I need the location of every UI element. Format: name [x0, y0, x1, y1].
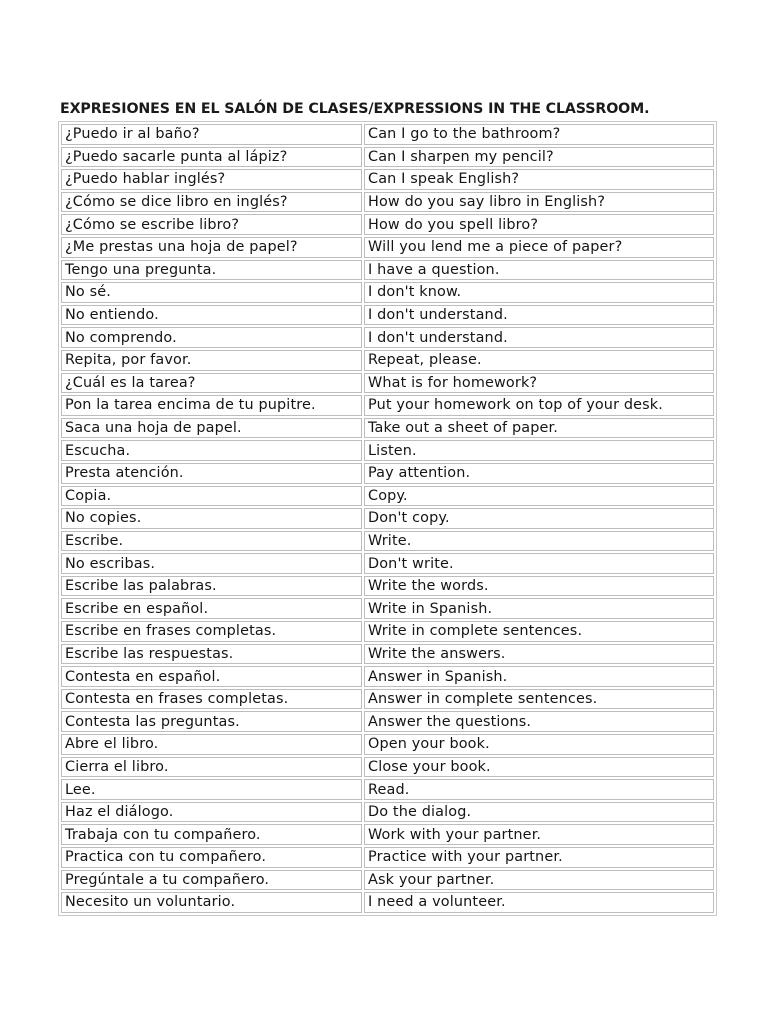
english-phrase-cell: Practice with your partner. — [364, 847, 714, 868]
english-phrase-cell: Put your homework on top of your desk. — [364, 395, 714, 416]
english-phrase-cell: Copy. — [364, 486, 714, 507]
spanish-phrase-cell: Contesta en español. — [61, 666, 362, 687]
english-phrase-cell: Listen. — [364, 440, 714, 461]
table-row — [61, 892, 714, 913]
spanish-phrase-cell: Haz el diálogo. — [61, 802, 362, 823]
table-row — [61, 779, 714, 800]
spanish-phrase-cell: Escribe las palabras. — [61, 576, 362, 597]
english-phrase-cell: Will you lend me a piece of paper? — [364, 237, 714, 258]
spanish-phrase-cell: ¿Me prestas una hoja de papel? — [61, 237, 362, 258]
english-phrase-cell: I have a question. — [364, 260, 714, 281]
english-phrase-cell: Write the answers. — [364, 644, 714, 665]
expressions-table-body — [61, 124, 714, 913]
spanish-phrase-cell: Copia. — [61, 486, 362, 507]
table-row — [61, 282, 714, 303]
table-row — [61, 531, 714, 552]
table-row — [61, 734, 714, 755]
table-row — [61, 486, 714, 507]
spanish-phrase-cell: ¿Cuál es la tarea? — [61, 373, 362, 394]
table-row — [61, 666, 714, 687]
spanish-phrase-cell: Presta atención. — [61, 463, 362, 484]
table-row — [61, 214, 714, 235]
english-phrase-cell: What is for homework? — [364, 373, 714, 394]
table-row — [61, 192, 714, 213]
spanish-phrase-cell: Pregúntale a tu compañero. — [61, 870, 362, 891]
table-row — [61, 373, 714, 394]
table-row — [61, 508, 714, 529]
english-phrase-cell: Open your book. — [364, 734, 714, 755]
spanish-phrase-cell: Escribe en español. — [61, 598, 362, 619]
spanish-phrase-cell: Practica con tu compañero. — [61, 847, 362, 868]
spanish-phrase-cell: ¿Cómo se escribe libro? — [61, 214, 362, 235]
english-phrase-cell: I don't know. — [364, 282, 714, 303]
english-phrase-cell: Work with your partner. — [364, 824, 714, 845]
spanish-phrase-cell: ¿Cómo se dice libro en inglés? — [61, 192, 362, 213]
spanish-phrase-cell: No escribas. — [61, 553, 362, 574]
spanish-phrase-cell: No sé. — [61, 282, 362, 303]
spanish-phrase-cell: Abre el libro. — [61, 734, 362, 755]
spanish-phrase-cell: Lee. — [61, 779, 362, 800]
english-phrase-cell: Do the dialog. — [364, 802, 714, 823]
table-row — [61, 847, 714, 868]
spanish-phrase-cell: No copies. — [61, 508, 362, 529]
table-row — [61, 598, 714, 619]
table-row — [61, 237, 714, 258]
table-row — [61, 147, 714, 168]
english-phrase-cell: Write in Spanish. — [364, 598, 714, 619]
spanish-phrase-cell: Escucha. — [61, 440, 362, 461]
english-phrase-cell: Pay attention. — [364, 463, 714, 484]
table-row — [61, 802, 714, 823]
document-title: EXPRESIONES EN EL SALÓN DE CLASES/EXPRESSIONS IN THE CLASSROOM. — [60, 101, 650, 117]
english-phrase-cell: Answer in complete sentences. — [364, 689, 714, 710]
spanish-phrase-cell: Contesta las preguntas. — [61, 711, 362, 732]
table-row — [61, 418, 714, 439]
spanish-phrase-cell: Necesito un voluntario. — [61, 892, 362, 913]
english-phrase-cell: How do you say libro in English? — [364, 192, 714, 213]
spanish-phrase-cell: Pon la tarea encima de tu pupitre. — [61, 395, 362, 416]
table-row — [61, 169, 714, 190]
spanish-phrase-cell: Escribe en frases completas. — [61, 621, 362, 642]
english-phrase-cell: Read. — [364, 779, 714, 800]
spanish-phrase-cell: Escribe las respuestas. — [61, 644, 362, 665]
table-row — [61, 757, 714, 778]
spanish-phrase-cell: Cierra el libro. — [61, 757, 362, 778]
english-phrase-cell: How do you spell libro? — [364, 214, 714, 235]
spanish-phrase-cell: Contesta en frases completas. — [61, 689, 362, 710]
spanish-phrase-cell: No comprendo. — [61, 327, 362, 348]
table-row — [61, 327, 714, 348]
spanish-phrase-cell: Tengo una pregunta. — [61, 260, 362, 281]
table-row — [61, 305, 714, 326]
english-phrase-cell: Repeat, please. — [364, 350, 714, 371]
english-phrase-cell: Ask your partner. — [364, 870, 714, 891]
table-row — [61, 824, 714, 845]
table-row — [61, 440, 714, 461]
english-phrase-cell: Can I sharpen my pencil? — [364, 147, 714, 168]
spanish-phrase-cell: ¿Puedo ir al baño? — [61, 124, 362, 145]
table-row — [61, 463, 714, 484]
english-phrase-cell: Write the words. — [364, 576, 714, 597]
english-phrase-cell: Write. — [364, 531, 714, 552]
english-phrase-cell: I don't understand. — [364, 327, 714, 348]
table-row — [61, 260, 714, 281]
table-row — [61, 711, 714, 732]
spanish-phrase-cell: No entiendo. — [61, 305, 362, 326]
english-phrase-cell: Don't copy. — [364, 508, 714, 529]
spanish-phrase-cell: Saca una hoja de papel. — [61, 418, 362, 439]
english-phrase-cell: Take out a sheet of paper. — [364, 418, 714, 439]
spanish-phrase-cell: Trabaja con tu compañero. — [61, 824, 362, 845]
spanish-phrase-cell: ¿Puedo sacarle punta al lápiz? — [61, 147, 362, 168]
table-row — [61, 644, 714, 665]
english-phrase-cell: Close your book. — [364, 757, 714, 778]
table-row — [61, 350, 714, 371]
english-phrase-cell: Don't write. — [364, 553, 714, 574]
table-row — [61, 553, 714, 574]
english-phrase-cell: Can I speak English? — [364, 169, 714, 190]
table-row — [61, 689, 714, 710]
spanish-phrase-cell: Repita, por favor. — [61, 350, 362, 371]
english-phrase-cell: Answer in Spanish. — [364, 666, 714, 687]
spanish-phrase-cell: ¿Puedo hablar inglés? — [61, 169, 362, 190]
table-row — [61, 576, 714, 597]
english-phrase-cell: Write in complete sentences. — [364, 621, 714, 642]
english-phrase-cell: Answer the questions. — [364, 711, 714, 732]
expressions-table — [58, 121, 717, 916]
table-row — [61, 870, 714, 891]
table-row — [61, 395, 714, 416]
table-row — [61, 124, 714, 145]
english-phrase-cell: I need a volunteer. — [364, 892, 714, 913]
english-phrase-cell: I don't understand. — [364, 305, 714, 326]
english-phrase-cell: Can I go to the bathroom? — [364, 124, 714, 145]
table-row — [61, 621, 714, 642]
spanish-phrase-cell: Escribe. — [61, 531, 362, 552]
